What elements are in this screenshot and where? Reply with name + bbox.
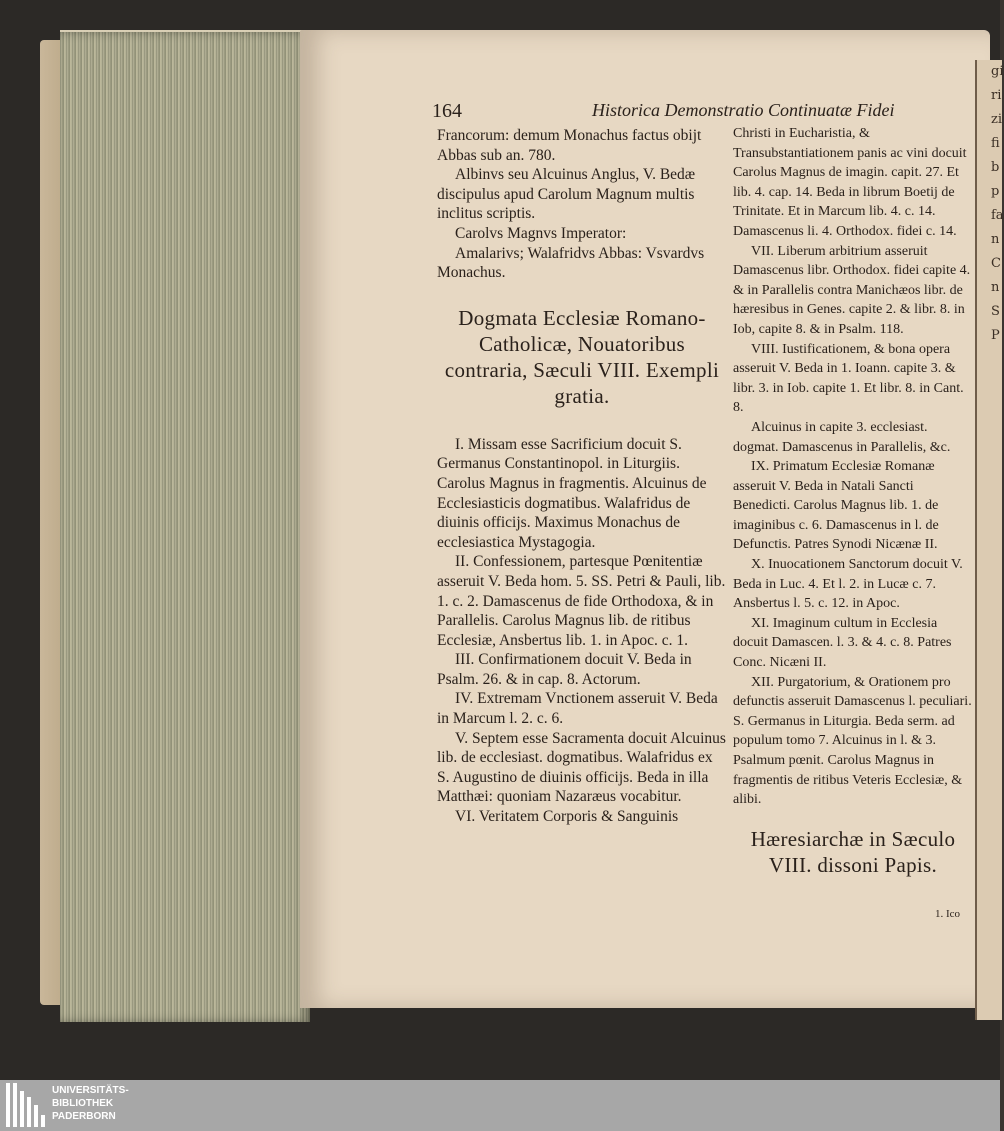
dogma-item: XII. Purgatorium, & Orationem pro defunctis asseruit Damascenus l. peculiari. S. Germanus in Liturgia. Beda serm. ad populum tomo 7. Alcuinus in l. & 3. Psalmum pœnit. Carolus Magnus in fragmentis de ritibus Veteris Ecclesiæ, & alibi. <box>733 674 972 808</box>
dogma-item: V. Septem esse Sacramenta docuit Alcuinus lib. de ecclesiast. dogmatibus. Walafridus ex S. Augustino de diuinis officijs. Beda in illa Matthæi: quoniam Nazaræus vocabitur. <box>437 729 726 806</box>
dogma-item: IX. Primatum Ecclesiæ Romanæ asseruit V. Beda in Natali Sancti Benedicti. Carolus Magnus lib. 1. de imaginibus c. 6. Damascenus in l. de Defunctis. Patres Synodi Nicænæ II. <box>733 459 939 553</box>
next-page-fragment: C <box>991 256 1001 271</box>
intro-paragraph: Carolvs Magnvs Imperator: <box>455 224 627 242</box>
section-heading: Dogmata Ecclesiæ Romano-Catholicæ, Nouatoribus contraria, Sæculi VIII. Exempli gratia. <box>444 305 720 408</box>
library-logo-text: UNIVERSITÄTS- BIBLIOTHEK PADERBORN <box>52 1085 129 1122</box>
next-page-fragment: S <box>991 304 1000 319</box>
next-page-fragment: ri <box>991 88 1002 103</box>
right-column <box>733 124 973 878</box>
library-logo-icon <box>6 1083 46 1127</box>
next-page-fragment: fi <box>991 136 1000 151</box>
next-page-fragment: p <box>991 184 1000 199</box>
dogma-item: XI. Imaginum cultum in Ecclesia docuit Damascen. l. 3. & 4. c. 8. Patres Conc. Nicæni II. <box>733 615 952 671</box>
dogma-item: II. Confessionem, partesque Pœnitentiæ asseruit V. Beda hom. 5. SS. Petri & Pauli, lib. 1. c. 2. Damascenus de fide Orthodoxa, & in Parallelis. Carolus Magnus lib. de ritibus Ecclesiæ, Ansbertus lib. 1. in Apoc. c. 1. <box>437 553 726 649</box>
dogma-item: VI. Veritatem Corporis & Sanguinis <box>455 808 679 826</box>
running-head: Historica Demonstratio Continuatæ Fidei <box>592 100 895 120</box>
dogma-item: X. Inuocationem Sanctorum docuit V. Beda in Luc. 4. Et l. 2. in Lucæ c. 7. Ansbertus l. 5. c. 12. in Apoc. <box>733 557 963 612</box>
dogma-item: I. Missam esse Sacrificium docuit S. Germanus Constantinopol. in Liturgiis. Carolus Magnus in fragmentis. Alcuinus de Ecclesiasticis dogmatibus. Walafridus de diuinis officijs. Maximus Monachus de ecclesiastica Mystagogia. <box>437 435 707 551</box>
intro-paragraph: Francorum: demum Monachus factus obijt Abbas sub an. 780. <box>437 127 702 164</box>
section-heading: Hæresiarchæ in Sæculo VIII. dissoni Papis. <box>750 826 956 877</box>
next-page-edge <box>975 60 1002 1020</box>
page-block-edges <box>60 32 310 1022</box>
page-number: 164 <box>432 100 462 122</box>
intro-paragraph: Amalarivs; Walafridvs Abbas: Vsvardvs Monachus. <box>437 244 705 282</box>
next-page-fragment: zi <box>991 112 1003 127</box>
dogma-item: Alcuinus in capite 3. ecclesiast. dogmat. Damascenus in Parallelis, &c. <box>733 419 951 455</box>
dogma-item: VII. Liberum arbitrium asseruit Damascenus libr. Orthodox. fidei capite 4. & in Parallelis contra Manichæos libr. de hæresibus in Genes. capite 2. & libr. 8. in Iob, capite 8. & in Psalm. 118. <box>733 243 971 337</box>
next-page-fragment: fa <box>991 208 1004 223</box>
footer-bar <box>0 1080 1000 1131</box>
intro-paragraph: Albinvs seu Alcuinus Anglus, V. Bedæ discipulus apud Carolum Magnum multis inclitus scriptis. <box>437 166 696 223</box>
next-page-fragment: P <box>991 328 1000 343</box>
next-page-fragment: n <box>991 232 1000 247</box>
dogma-item: VIII. Iustificationem, & bona opera asseruit V. Beda in 1. Ioann. capite 3. & libr. 3. in Iob. capite 1. Et libr. 8. in Cant. 8. <box>733 341 964 416</box>
dogma-item: IV. Extremam Vnctionem asseruit V. Beda in Marcum l. 2. c. 6. <box>437 690 718 728</box>
next-page-fragment: b <box>991 160 1000 175</box>
left-column <box>437 126 727 827</box>
next-page-fragment: n <box>991 280 1000 295</box>
dogma-item: Christi in Eucharistia, & Transubstantiationem panis ac vini docuit Carolus Magnus de imagin. capit. 27. Et lib. 4. cap. 14. Beda in librum Boetij de Trinitate. Et in Marcum lib. 4. c. 14. Damascenus li. 4. Orthodox. fidei c. 14. <box>733 126 967 239</box>
dogma-item: III. Confirmationem docuit V. Beda in Psalm. 26. & in cap. 8. Actorum. <box>437 651 692 688</box>
next-page-fragment: gi <box>991 64 1004 79</box>
catchword: 1. Ico <box>935 908 961 920</box>
